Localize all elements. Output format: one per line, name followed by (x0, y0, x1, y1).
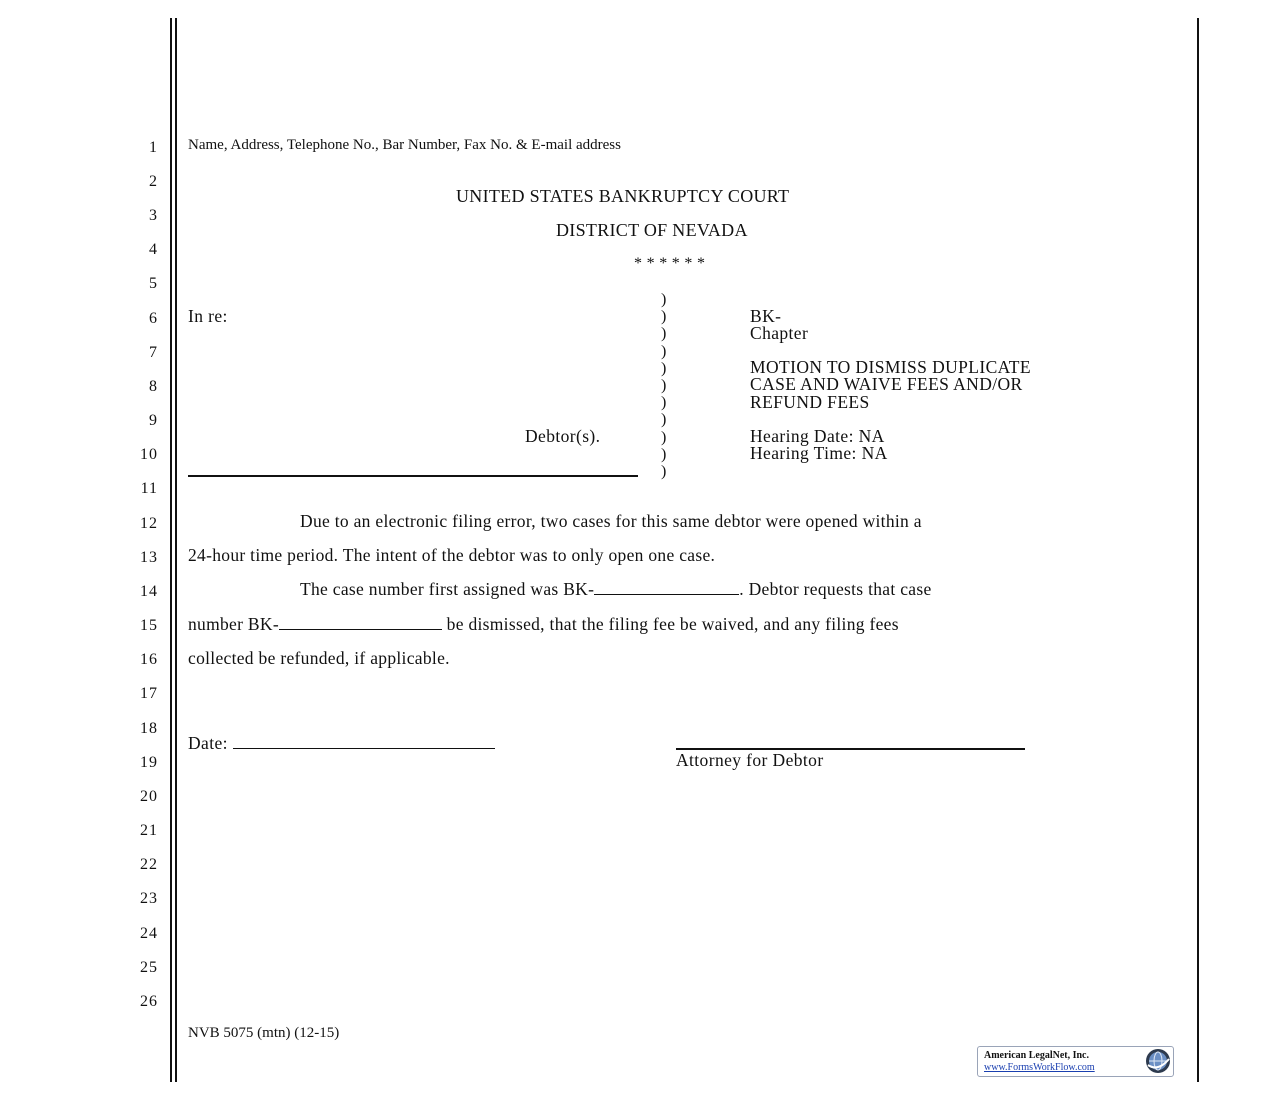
line-number: 16 (140, 651, 158, 668)
paragraph-1-line-2: 24-hour time period. The intent of the debtor was to only open one case. (188, 545, 716, 565)
line-number: 14 (140, 583, 158, 600)
line-number: 19 (140, 754, 158, 771)
line-number: 9 (149, 412, 158, 429)
motion-title-line-3: REFUND FEES (750, 392, 870, 412)
request-text: . Debtor requests that case (739, 579, 932, 599)
caption-parentheses: ) ) ) ) ) ) ) ) ) ) ) (661, 291, 667, 481)
line-number: 1 (149, 139, 158, 156)
line-number: 6 (149, 310, 158, 327)
line-number: 13 (140, 549, 158, 566)
line-number: 17 (140, 685, 158, 702)
attorney-for-debtor-label: Attorney for Debtor (676, 750, 824, 770)
line-number: 3 (149, 207, 158, 224)
dismiss-rest-text: be dismissed, that the filing fee be waived, and any filing fees (441, 614, 899, 634)
line-number: 24 (140, 925, 158, 942)
line-number: 2 (149, 173, 158, 190)
line-number: 22 (140, 856, 158, 873)
first-case-text: The case number first assigned was BK- (300, 579, 595, 599)
hearing-date: Hearing Date: NA (750, 426, 885, 446)
line-number: 12 (140, 515, 158, 532)
line-number: 15 (140, 617, 158, 634)
motion-title-line-2: CASE AND WAIVE FEES AND/OR (750, 374, 1023, 394)
left-margin-rule-inner (175, 18, 177, 1082)
line-number: 5 (149, 275, 158, 292)
debtor-label: Debtor(s). (525, 426, 601, 446)
paragraph-2-line-3: collected be refunded, if applicable. (188, 648, 450, 668)
date-label: Date: (188, 733, 228, 753)
line-number: 21 (140, 822, 158, 839)
right-margin-rule (1197, 18, 1199, 1082)
paragraph-2-line-2 (188, 614, 899, 635)
line-number: 8 (149, 378, 158, 395)
line-number: 10 (140, 446, 158, 463)
court-district: DISTRICT OF NEVADA (556, 220, 748, 240)
court-name: UNITED STATES BANKRUPTCY COURT (456, 186, 790, 206)
date-blank[interactable] (233, 747, 495, 749)
globe-logo-icon (1145, 1048, 1171, 1074)
form-identifier: NVB 5075 (mtn) (12-15) (188, 1025, 340, 1041)
line-number: 26 (140, 993, 158, 1010)
paragraph-1-line-1: Due to an electronic filing error, two cases for this same debtor were opened within a (300, 511, 922, 531)
date-field (188, 733, 495, 754)
in-re-label: In re: (188, 306, 228, 326)
line-number: 4 (149, 241, 158, 258)
caption-underline (188, 475, 638, 477)
dismiss-case-text: number BK- (188, 614, 279, 634)
line-number: 25 (140, 959, 158, 976)
vendor-url-link[interactable]: www.FormsWorkFlow.com (984, 1062, 1095, 1073)
chapter-label: Chapter (750, 323, 809, 343)
case-number-prefix: BK- (750, 306, 782, 326)
vendor-badge[interactable] (977, 1046, 1174, 1077)
hearing-time: Hearing Time: NA (750, 443, 888, 463)
line-number: 11 (140, 480, 158, 497)
left-margin-rule-outer (170, 18, 172, 1082)
line-number: 23 (140, 890, 158, 907)
dismiss-case-number-blank[interactable] (279, 628, 442, 630)
motion-title-line-1: MOTION TO DISMISS DUPLICATE (750, 357, 1031, 377)
line-number: 20 (140, 788, 158, 805)
court-separator: * * * * * * (634, 255, 706, 272)
vendor-name: American LegalNet, Inc. (984, 1050, 1089, 1061)
first-case-number-blank[interactable] (594, 593, 739, 595)
paragraph-2-line-1 (300, 579, 932, 600)
line-number: 7 (149, 344, 158, 361)
line-number: 18 (140, 720, 158, 737)
attorney-info-header: Name, Address, Telephone No., Bar Number, Fax No. & E-mail address (188, 137, 621, 153)
